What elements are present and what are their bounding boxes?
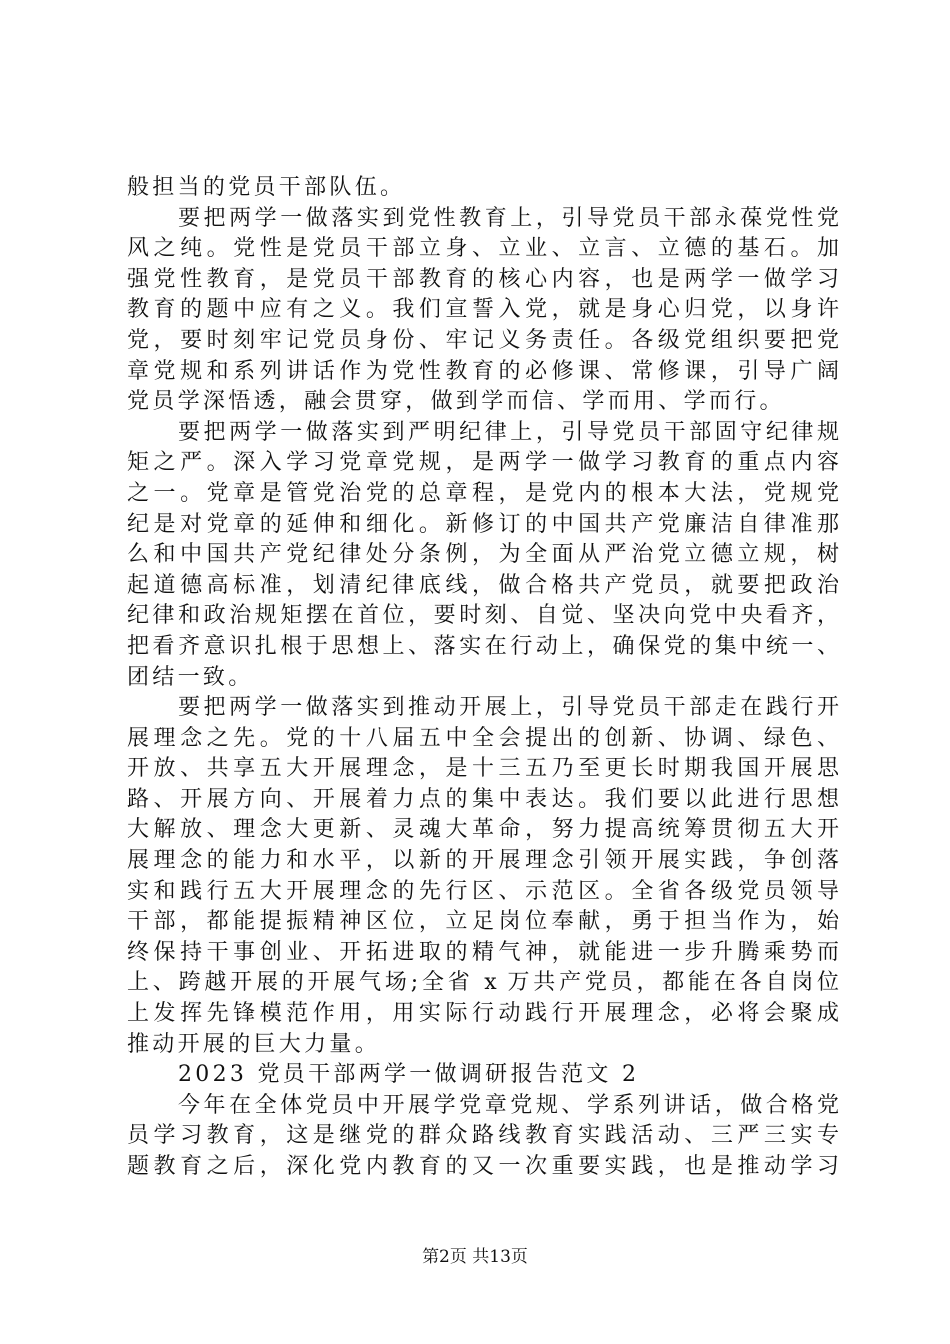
text-line: 上、跨越开展的开展气场;全省 x 万共产党员，都能在各自岗位 — [127, 970, 839, 996]
text-line: 终保持干事创业、开拓进取的精气神，就能进一步升腾乘势而 — [127, 939, 839, 965]
text-line: 上发挥先锋模范作用，用实际行动践行开展理念，必将会聚成 — [127, 1001, 839, 1027]
paragraph-first-line: 2023 党员干部两学一做调研报告范文 2 — [178, 1062, 640, 1088]
paragraph-first-line: 要把两学一做落实到严明纪律上，引导党员干部固守纪律规 — [178, 419, 839, 445]
text-line: 展理念之先。党的十八届五中全会提出的创新、协调、绿色、 — [127, 725, 839, 751]
text-line: 么和中国共产党纪律处分条例，为全面从严治党立德立规，树 — [127, 542, 839, 568]
text-line: 路、开展方向、开展着力点的集中表达。我们要以此进行思想 — [127, 786, 839, 812]
text-line: 大解放、理念大更新、灵魂大革命，努力提高统筹贯彻五大开 — [127, 817, 839, 843]
text-line: 起道德高标准，划清纪律底线，做合格共产党员，就要把政治 — [127, 572, 839, 598]
text-line: 员学习教育，这是继党的群众路线教育实践活动、三严三实专 — [127, 1123, 839, 1149]
text-line: 把看齐意识扎根于思想上、落实在行动上，确保党的集中统一、 — [127, 633, 839, 659]
text-line: 干部，都能提振精神区位，立足岗位奉献，勇于担当作为，始 — [127, 909, 839, 935]
document-body — [127, 173, 839, 1183]
text-line: 章党规和系列讲话作为党性教育的必修课、常修课，引导广阔 — [127, 358, 839, 384]
text-line: 题教育之后，深化党内教育的又一次重要实践，也是推动学习 — [127, 1154, 839, 1179]
text-line: 之一。党章是管党治党的总章程，是党内的根本大法，党规党 — [127, 480, 839, 506]
text-line: 风之纯。党性是党员干部立身、立业、立言、立德的基石。加 — [127, 236, 839, 262]
paragraph-first-line: 要把两学一做落实到推动开展上，引导党员干部走在践行开 — [178, 695, 839, 721]
text-line: 实和践行五大开展理念的先行区、示范区。全省各级党员领导 — [127, 878, 839, 904]
text-line: 纪是对党章的延伸和细化。新修订的中国共产党廉洁自律准那 — [127, 511, 839, 537]
text-line: 开放、共享五大开展理念，是十三五乃至更长时期我国开展思 — [127, 756, 839, 782]
text-line: 党员学深悟透，融会贯穿，做到学而信、学而用、学而行。 — [127, 389, 785, 415]
text-line: 纪律和政治规矩摆在首位，要时刻、自觉、坚决向党中央看齐， — [127, 603, 839, 629]
paragraph-first-line: 要把两学一做落实到党性教育上，引导党员干部永葆党性党 — [178, 205, 839, 231]
text-line: 展理念的能力和水平，以新的开展理念引领开展实践，争创落 — [127, 848, 839, 874]
text-line: 矩之严。深入学习党章党规，是两学一做学习教育的重点内容 — [127, 450, 839, 476]
paragraph-first-line: 今年在全体党员中开展学党章党规、学系列讲话，做合格党 — [178, 1092, 839, 1118]
text-line: 教育的题中应有之义。我们宣誓入党，就是身心归党，以身许 — [127, 297, 839, 323]
page-footer: 第2页 共13页 — [422, 1247, 528, 1267]
text-line: 推动开展的巨大力量。 — [127, 1031, 381, 1057]
text-line: 团结一致。 — [127, 664, 254, 690]
text-line: 党，要时刻牢记党员身份、牢记义务责任。各级党组织要把党 — [127, 327, 839, 353]
text-line: 般担当的党员干部队伍。 — [127, 175, 406, 200]
text-line: 强党性教育，是党员干部教育的核心内容，也是两学一做学习 — [127, 266, 839, 292]
